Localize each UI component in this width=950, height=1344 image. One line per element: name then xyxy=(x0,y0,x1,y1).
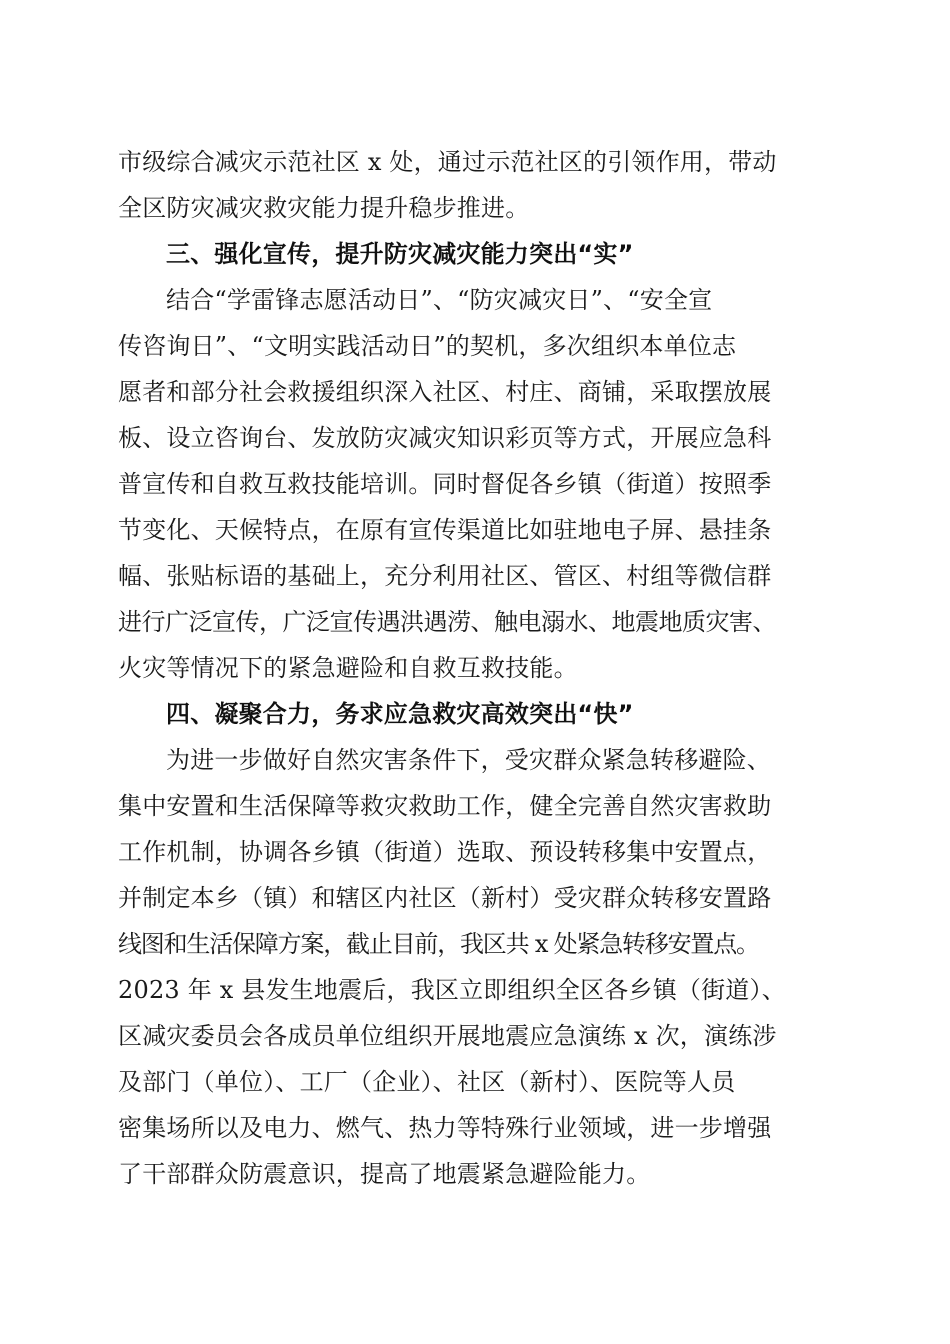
paragraph-line: 了干部群众防震意识，提高了地震紧急避险能力。 xyxy=(118,1160,651,1188)
paragraph-line: 为进一步做好自然灾害条件下，受灾群众紧急转移避险、 xyxy=(166,746,771,774)
paragraph-line: 及部门（单位）、工厂（企业）、社区（新村）、医院等人员 xyxy=(118,1068,736,1096)
paragraph-line: 普宣传和自救互救技能培训。同时督促各乡镇（街道）按照季 xyxy=(118,470,772,498)
paragraph-line: 区减灾委员会各成员单位组织开展地震应急演练 x 次，演练涉 xyxy=(118,1022,777,1050)
paragraph-line: 工作机制，协调各乡镇（街道）选取、预设转移集中安置点， xyxy=(118,838,772,866)
paragraph-line: 进行广泛宣传，广泛宣传遇洪遇涝、触电溺水、地震地质灾害、 xyxy=(118,608,776,636)
paragraph-line: 火灾等情况下的紧急避险和自救互救技能。 xyxy=(118,654,578,682)
paragraph-line: 并制定本乡（镇）和辖区内社区（新村）受灾群众转移安置路 xyxy=(118,884,772,912)
paragraph-line: 节变化、天候特点，在原有宣传渠道比如驻地电子屏、悬挂条 xyxy=(118,516,772,544)
paragraph-line: 2023 年 x 县发生地震后，我区立即组织全区各乡镇（街道）、 xyxy=(118,976,786,1004)
paragraph-line: 愿者和部分社会救援组织深入社区、村庄、商铺，采取摆放展 xyxy=(118,378,772,406)
paragraph-line: 线图和生活保障方案，截止目前，我区共 x 处紧急转移安置点。 xyxy=(118,930,759,958)
paragraph-line: 市级综合减灾示范社区 x 处，通过示范社区的引领作用，带动 xyxy=(118,148,777,176)
section-heading-4: 四、凝聚合力，务求应急救灾高效突出“快” xyxy=(166,700,634,728)
paragraph-line: 板、设立咨询台、发放防灾减灾知识彩页等方式，开展应急科 xyxy=(118,424,772,452)
section-heading-3: 三、强化宣传，提升防灾减灾能力突出“实” xyxy=(166,240,634,268)
paragraph-line: 集中安置和生活保障等救灾救助工作，健全完善自然灾害救助 xyxy=(118,792,772,820)
paragraph-line: 幅、张贴标语的基础上，充分利用社区、管区、村组等微信群 xyxy=(118,562,772,590)
paragraph-line: 结合“学雷锋志愿活动日”、“防灾减灾日”、“安全宣 xyxy=(166,286,713,314)
paragraph-line: 密集场所以及电力、燃气、热力等特殊行业领域，进一步增强 xyxy=(118,1114,772,1142)
paragraph-line: 全区防灾减灾救灾能力提升稳步推进。 xyxy=(118,194,530,222)
paragraph-line: 传咨询日”、“文明实践活动日”的契机，多次组织本单位志 xyxy=(118,332,737,360)
